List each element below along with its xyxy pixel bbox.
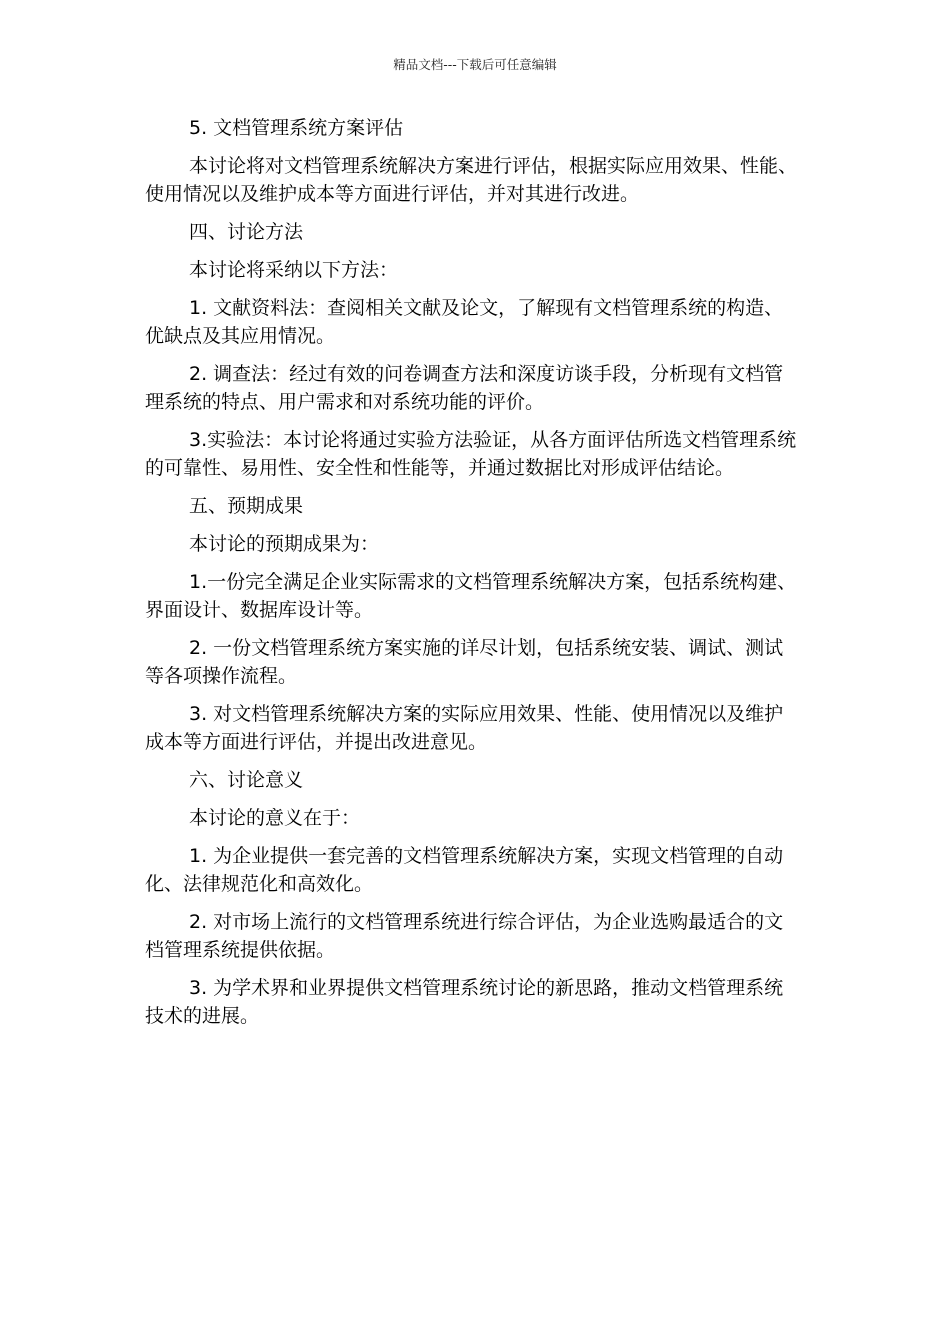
document-body: [145, 114, 800, 1040]
list-item: 3. 对文档管理系统解决方案的实际应用效果、性能、使用情况以及维护成本等方面进行评估，并提出改进意见。: [145, 703, 784, 753]
paragraph: 本讨论的预期成果为：: [189, 533, 380, 555]
list-item: 2. 对市场上流行的文档管理系统进行综合评估，为企业选购最适合的文档管理系统提供依据。: [145, 911, 784, 961]
paragraph: 本讨论的意义在于：: [189, 807, 361, 829]
list-item: 1. 为企业提供一套完善的文档管理系统解决方案，实现文档管理的自动化、法律规范化和高效化。: [145, 845, 784, 895]
section-heading-methods: 四、讨论方法: [189, 221, 304, 243]
paragraph: 本讨论将采纳以下方法：: [189, 259, 399, 281]
list-item: 3.实验法：本讨论将通过实验方法验证，从各方面评估所选文档管理系统的可靠性、易用性、安全性和性能等，并通过数据比对形成评估结论。: [145, 429, 797, 479]
section-heading-expected-results: 五、预期成果: [189, 495, 304, 517]
page-header: 精品文档---下载后可任意编辑: [393, 57, 557, 72]
section-heading-significance: 六、讨论意义: [189, 769, 304, 791]
paragraph: 本讨论将对文档管理系统解决方案进行评估，根据实际应用效果、性能、使用情况以及维护成本等方面进行评估，并对其进行改进。: [145, 155, 798, 205]
list-item: 2. 调查法：经过有效的问卷调查方法和深度访谈手段，分析现有文档管理系统的特点、用户需求和对系统功能的评价。: [145, 363, 784, 413]
list-item: 1. 文献资料法：查阅相关文献及论文，了解现有文档管理系统的构造、优缺点及其应用情况。: [145, 297, 784, 347]
list-item: 2. 一份文档管理系统方案实施的详尽计划，包括系统安装、调试、测试等各项操作流程。: [145, 637, 784, 687]
list-item: 1.一份完全满足企业实际需求的文档管理系统解决方案，包括系统构建、界面设计、数据库设计等。: [145, 571, 797, 621]
section-heading-evaluation: 5. 文档管理系统方案评估: [189, 117, 404, 139]
list-item: 3. 为学术界和业界提供文档管理系统讨论的新思路，推动文档管理系统技术的进展。: [145, 977, 784, 1027]
